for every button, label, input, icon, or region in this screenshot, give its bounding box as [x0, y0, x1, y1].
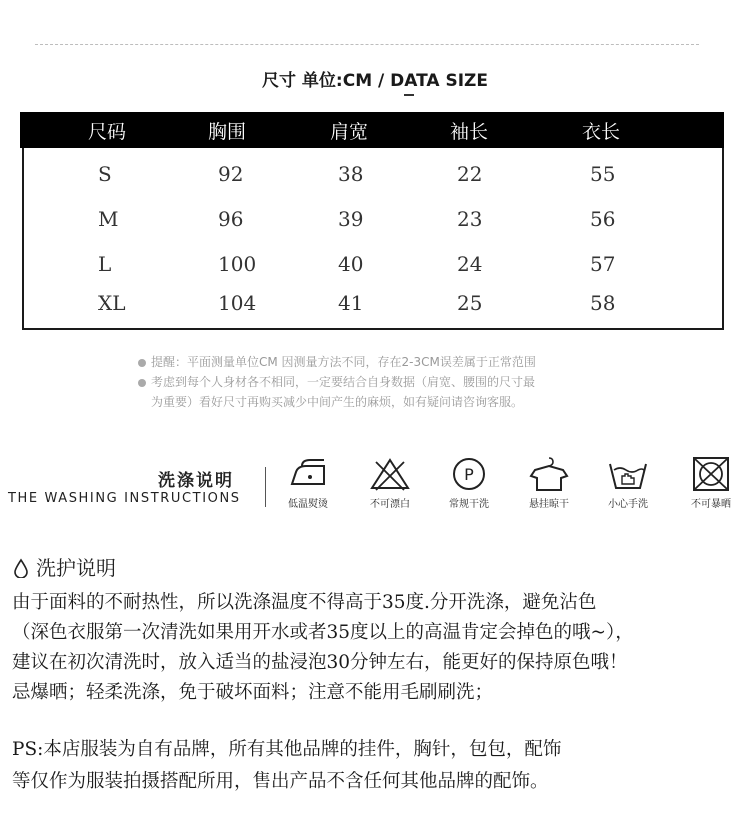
cell-sleeve: 23 [457, 207, 483, 231]
care-heading [14, 552, 116, 583]
care-line: 忌爆晒；轻柔洗涤，免于破坏面料；注意不能用毛刷刷洗； [12, 682, 494, 703]
cell-length: 55 [590, 162, 616, 186]
cell-shoulder: 39 [338, 207, 364, 231]
header-sleeve: 袖长 [450, 120, 489, 143]
ps-line: 等仅作为服装拍摄搭配所用，售出产品不含任何其他品牌的配饰。 [12, 771, 549, 792]
hang-dry-icon [527, 456, 571, 492]
no-tumble-dry-icon [689, 456, 733, 492]
bullet-icon [138, 379, 146, 387]
cell-sleeve: 25 [457, 291, 483, 315]
table-row [24, 207, 722, 237]
header-size: 尺码 [88, 120, 127, 143]
cell-shoulder: 38 [338, 162, 364, 186]
title-underline [404, 94, 414, 96]
measurement-notes [138, 352, 658, 412]
wash-item-tumble [676, 456, 746, 510]
cell-size: M [98, 207, 119, 231]
table-row [24, 162, 722, 192]
cell-chest: 100 [218, 252, 257, 276]
svg-text:P: P [464, 465, 474, 484]
cell-size: S [98, 162, 112, 186]
wash-label: 不可暴晒 [691, 499, 731, 510]
care-line: （深色衣服第一次清洗如果用开水或者35度以上的高温肯定会掉色的哦~）， [12, 622, 634, 643]
cell-size: XL [98, 291, 126, 315]
cell-sleeve: 24 [457, 252, 483, 276]
top-dashed-divider [35, 44, 699, 45]
cell-shoulder: 40 [338, 252, 364, 276]
ps-line: PS:本店服装为自有品牌，所有其他品牌的挂件，胸针，包包，配饰 [12, 739, 562, 760]
note-item [138, 352, 658, 372]
wash-item-handwash [593, 456, 663, 510]
cell-sleeve: 22 [457, 162, 483, 186]
size-table [20, 112, 724, 330]
care-line: 由于面料的不耐热性，所以洗涤温度不得高于35度.分开洗涤，避免沾色 [12, 592, 597, 613]
washing-title-cn: 洗涤说明 [158, 471, 234, 491]
header-shoulder: 肩宽 [330, 120, 369, 143]
ps-notice [12, 734, 750, 798]
wash-label: 不可漂白 [370, 499, 410, 510]
iron-low-icon [286, 456, 330, 492]
wash-item-dryclean [434, 456, 504, 510]
cell-chest: 96 [218, 207, 244, 231]
water-drop-icon [14, 558, 28, 583]
wash-label: 常规干洗 [449, 499, 489, 510]
no-bleach-icon [368, 456, 412, 492]
note-text: 提醒：平面测量单位CM 因测量方法不同，存在2-3CM误差属于正常范围 [151, 355, 536, 369]
table-row [24, 291, 722, 321]
wash-item-bleach [355, 456, 425, 510]
size-table-header [20, 112, 724, 148]
wash-item-hang [514, 456, 584, 510]
wash-item-iron [273, 456, 343, 510]
cell-chest: 92 [218, 162, 244, 186]
washing-divider [265, 467, 266, 507]
care-instructions [12, 588, 750, 708]
cell-size: L [98, 252, 112, 276]
header-chest: 胸围 [208, 120, 247, 143]
cell-chest: 104 [218, 291, 257, 315]
note-item [138, 372, 658, 392]
wash-label: 小心手洗 [608, 499, 648, 510]
wash-label: 低温熨烫 [288, 499, 328, 510]
care-heading-text: 洗护说明 [36, 556, 116, 580]
cell-length: 56 [590, 207, 616, 231]
size-chart-title: 尺寸 单位:CM / DATA SIZE [262, 71, 488, 91]
hand-wash-icon [606, 456, 650, 492]
wash-label: 悬挂晾干 [529, 499, 569, 510]
note-text: 考虑到每个人身材各不相同，一定要结合自身数据（肩宽、腰围的尺寸最 [151, 375, 536, 389]
dry-clean-p-icon [447, 456, 491, 492]
table-row [24, 252, 722, 282]
cell-shoulder: 41 [338, 291, 364, 315]
size-table-body [22, 148, 724, 330]
washing-title-en: THE WASHING INSTRUCTIONS [8, 491, 241, 506]
cell-length: 58 [590, 291, 616, 315]
care-line: 建议在初次清洗时，放入适当的盐浸泡30分钟左右，能更好的保持原色哦！ [12, 652, 628, 673]
bullet-icon [138, 359, 146, 367]
note-text-continued: 为重要）看好尺寸再购买减少中间产生的麻烦，如有疑问请咨询客服。 [151, 395, 524, 409]
cell-length: 57 [590, 252, 616, 276]
header-length: 衣长 [582, 120, 621, 143]
